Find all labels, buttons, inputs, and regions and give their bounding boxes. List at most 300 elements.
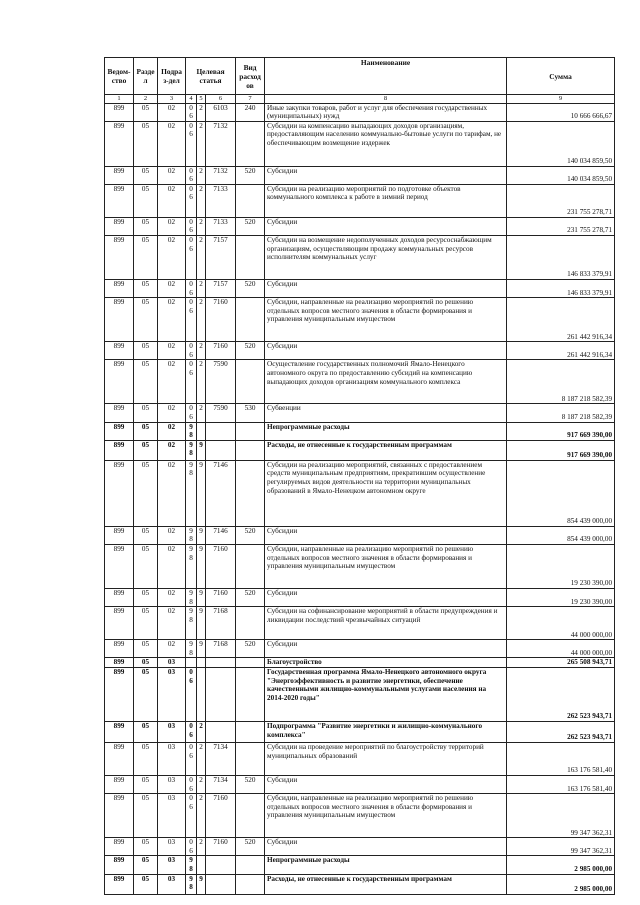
razdel-cell: 05: [134, 874, 158, 894]
sum-cell: 44 000 000,00: [507, 640, 615, 658]
podrazdel-cell: 02: [158, 298, 186, 342]
ved-cell: 899: [105, 217, 134, 235]
sum-cell: 261 442 916,34: [507, 298, 615, 342]
sum-cell: 146 833 379,91: [507, 236, 615, 280]
table-row: [105, 184, 615, 217]
cel-part3-cell: [206, 440, 236, 460]
cel-part1-cell: 98: [186, 874, 197, 894]
cel-part2-cell: 2: [197, 742, 206, 775]
ved-cell: 899: [105, 856, 134, 874]
cel-part2-cell: 2: [197, 298, 206, 342]
cel-part3-cell: 7160: [206, 589, 236, 607]
cel-part3-cell: 7134: [206, 742, 236, 775]
col-num: 2: [134, 95, 158, 104]
podrazdel-cell: 03: [158, 667, 186, 721]
table-row: [105, 280, 615, 298]
vid-cell: [236, 545, 265, 589]
cel-part2-cell: 9: [197, 440, 206, 460]
cel-part3-cell: 7146: [206, 526, 236, 544]
sum-cell: 163 176 581,40: [507, 775, 615, 793]
cel-part3-cell: 7146: [206, 460, 236, 526]
ved-cell: 899: [105, 166, 134, 184]
table-row: [105, 607, 615, 640]
vid-cell: 240: [236, 103, 265, 121]
cel-part3-cell: 7168: [206, 607, 236, 640]
name-cell: Субсидии на реализацию мероприятий, связанных с предоставлением средств муниципальным предприятиям, прекратившим осуществление регулируемых видов деятельности на территории муниципальных образований в Ямало-Ненецком автономном округе: [265, 460, 507, 526]
table-row: [105, 440, 615, 460]
podrazdel-cell: 03: [158, 794, 186, 838]
cel-part3-cell: [206, 658, 236, 668]
sum-cell: 917 669 390,00: [507, 422, 615, 440]
cel-part3-cell: 7132: [206, 121, 236, 166]
vid-cell: [236, 667, 265, 721]
vid-cell: [236, 658, 265, 668]
podrazdel-cell: 02: [158, 640, 186, 658]
col-num: 8: [265, 95, 507, 104]
cel-part1-cell: 06: [186, 360, 197, 404]
cel-part3-cell: [206, 721, 236, 742]
cel-part3-cell: 7168: [206, 640, 236, 658]
cel-part3-cell: 7160: [206, 298, 236, 342]
name-cell: Субсидии: [265, 217, 507, 235]
razdel-cell: 05: [134, 775, 158, 793]
vid-cell: 520: [236, 838, 265, 856]
cel-part1-cell: 98: [186, 440, 197, 460]
cel-part1-cell: 98: [186, 526, 197, 544]
col-num: 3: [158, 95, 186, 104]
cel-part2-cell: 2: [197, 404, 206, 422]
podrazdel-cell: 03: [158, 838, 186, 856]
name-cell: Расходы, не отнесенные к государственным программам: [265, 874, 507, 894]
cel-part1-cell: 06: [186, 298, 197, 342]
razdel-cell: 05: [134, 607, 158, 640]
podrazdel-cell: 03: [158, 742, 186, 775]
vid-cell: [236, 607, 265, 640]
razdel-cell: 05: [134, 103, 158, 121]
podrazdel-cell: 02: [158, 236, 186, 280]
cel-part2-cell: 9: [197, 640, 206, 658]
cel-part3-cell: [206, 856, 236, 874]
table-row: [105, 874, 615, 894]
podrazdel-cell: 02: [158, 460, 186, 526]
table-row: [105, 298, 615, 342]
razdel-cell: 05: [134, 589, 158, 607]
cel-part1-cell: 98: [186, 460, 197, 526]
cel-part2-cell: [197, 856, 206, 874]
cel-part1-cell: 06: [186, 838, 197, 856]
cel-part3-cell: 7160: [206, 342, 236, 360]
vid-cell: [236, 460, 265, 526]
table-row: [105, 236, 615, 280]
header-name: Наименование: [265, 58, 507, 95]
sum-cell: 262 523 943,71: [507, 721, 615, 742]
name-cell: Иные закупки товаров, работ и услуг для обеспечения государственных (муниципальных) нужд: [265, 103, 507, 121]
cel-part2-cell: 2: [197, 721, 206, 742]
sum-cell: 163 176 581,40: [507, 742, 615, 775]
cel-part2-cell: [197, 422, 206, 440]
razdel-cell: 05: [134, 166, 158, 184]
cel-part2-cell: 2: [197, 121, 206, 166]
cel-part2-cell: 2: [197, 166, 206, 184]
podrazdel-cell: 02: [158, 545, 186, 589]
name-cell: Подпрограмма "Развитие энергетики и жилищно-коммунального комплекса": [265, 721, 507, 742]
ved-cell: 899: [105, 422, 134, 440]
vid-cell: 520: [236, 280, 265, 298]
name-cell: Субвенции: [265, 404, 507, 422]
name-cell: Субсидии, направленные на реализацию мероприятий по решению отдельных вопросов местного значения в области формирования и управления муниципальным имуществом: [265, 298, 507, 342]
vid-cell: [236, 298, 265, 342]
razdel-cell: 05: [134, 838, 158, 856]
ved-cell: 899: [105, 838, 134, 856]
vid-cell: [236, 794, 265, 838]
razdel-cell: 05: [134, 545, 158, 589]
col-num: 5: [197, 95, 206, 104]
table-row: [105, 342, 615, 360]
cel-part2-cell: 2: [197, 794, 206, 838]
cel-part2-cell: 2: [197, 184, 206, 217]
vid-cell: [236, 721, 265, 742]
podrazdel-cell: 02: [158, 526, 186, 544]
table-body: [105, 103, 615, 894]
cel-part3-cell: [206, 874, 236, 894]
razdel-cell: 05: [134, 856, 158, 874]
sum-cell: 231 755 278,71: [507, 217, 615, 235]
vid-cell: [236, 422, 265, 440]
table-row: [105, 103, 615, 121]
table-row: [105, 526, 615, 544]
table-row: [105, 721, 615, 742]
cel-part3-cell: 7133: [206, 217, 236, 235]
cel-part2-cell: 2: [197, 103, 206, 121]
name-cell: Субсидии: [265, 526, 507, 544]
sum-cell: 854 439 000,00: [507, 526, 615, 544]
vid-cell: 520: [236, 166, 265, 184]
podrazdel-cell: 02: [158, 217, 186, 235]
sum-cell: 44 000 000,00: [507, 607, 615, 640]
ved-cell: 899: [105, 236, 134, 280]
vid-cell: [236, 742, 265, 775]
col-num: 1: [105, 95, 134, 104]
sum-cell: 19 230 390,00: [507, 589, 615, 607]
cel-part3-cell: 7160: [206, 838, 236, 856]
ved-cell: 899: [105, 404, 134, 422]
cel-part1-cell: [186, 658, 197, 668]
vid-cell: 520: [236, 640, 265, 658]
budget-table: [104, 57, 615, 895]
sum-cell: 99 347 362,31: [507, 794, 615, 838]
sum-cell: 10 666 666,67: [507, 103, 615, 121]
name-cell: Субсидии: [265, 589, 507, 607]
razdel-cell: 05: [134, 184, 158, 217]
sum-cell: 140 034 859,50: [507, 121, 615, 166]
name-cell: Субсидии, направленные на реализацию мероприятий по решению отдельных вопросов местного значения в области формирования и управления муниципальным имуществом: [265, 545, 507, 589]
sum-cell: 140 034 859,50: [507, 166, 615, 184]
ved-cell: 899: [105, 874, 134, 894]
name-cell: Субсидии: [265, 166, 507, 184]
ved-cell: 899: [105, 280, 134, 298]
razdel-cell: 05: [134, 298, 158, 342]
podrazdel-cell: 03: [158, 874, 186, 894]
ved-cell: 899: [105, 298, 134, 342]
ved-cell: 899: [105, 775, 134, 793]
name-cell: Субсидии: [265, 342, 507, 360]
podrazdel-cell: 02: [158, 166, 186, 184]
razdel-cell: 05: [134, 526, 158, 544]
header-podrazdel: Подраз-дел: [158, 58, 186, 95]
name-cell: Государственная программа Ямало-Ненецкого автономного округа "Энергоэффективность и развитие энергетики, обеспечение качественными жилищно-коммунальными услугами населения на 2014-2020 годы": [265, 667, 507, 721]
budget-table-page: [104, 57, 614, 895]
col-num: 7: [236, 95, 265, 104]
podrazdel-cell: 02: [158, 607, 186, 640]
razdel-cell: 05: [134, 121, 158, 166]
cel-part2-cell: 9: [197, 545, 206, 589]
cel-part1-cell: 06: [186, 121, 197, 166]
cel-part2-cell: 2: [197, 236, 206, 280]
cel-part2-cell: 9: [197, 526, 206, 544]
razdel-cell: 05: [134, 342, 158, 360]
cel-part3-cell: 6103: [206, 103, 236, 121]
cel-part2-cell: 2: [197, 217, 206, 235]
header-sum: Сумма: [507, 58, 615, 95]
razdel-cell: 05: [134, 422, 158, 440]
table-row: [105, 360, 615, 404]
sum-cell: 19 230 390,00: [507, 545, 615, 589]
podrazdel-cell: 03: [158, 856, 186, 874]
col-num: 6: [206, 95, 236, 104]
vid-cell: 520: [236, 342, 265, 360]
col-num: 4: [186, 95, 197, 104]
cel-part2-cell: 9: [197, 874, 206, 894]
vid-cell: [236, 121, 265, 166]
ved-cell: 899: [105, 342, 134, 360]
podrazdel-cell: 02: [158, 184, 186, 217]
ved-cell: 899: [105, 460, 134, 526]
sum-cell: 146 833 379,91: [507, 280, 615, 298]
vid-cell: 520: [236, 589, 265, 607]
cel-part2-cell: 2: [197, 360, 206, 404]
cel-part1-cell: 06: [186, 404, 197, 422]
header-cel: Целевая статья: [186, 58, 236, 95]
table-header-row: [105, 58, 615, 95]
cel-part2-cell: 2: [197, 775, 206, 793]
cel-part1-cell: 06: [186, 742, 197, 775]
name-cell: Субсидии: [265, 640, 507, 658]
razdel-cell: 05: [134, 658, 158, 668]
ved-cell: 899: [105, 526, 134, 544]
name-cell: Осуществление государственных полномочий Ямало-Ненецкого автономного округа по предоставлению субсидий на компенсацию выпадающих доходов организациям коммунального комплекса: [265, 360, 507, 404]
header-ved: Ведом-ство: [105, 58, 134, 95]
razdel-cell: 05: [134, 404, 158, 422]
vid-cell: [236, 236, 265, 280]
vid-cell: [236, 874, 265, 894]
cel-part1-cell: 98: [186, 545, 197, 589]
vid-cell: [236, 360, 265, 404]
podrazdel-cell: 02: [158, 589, 186, 607]
vid-cell: [236, 440, 265, 460]
cel-part1-cell: 06: [186, 103, 197, 121]
razdel-cell: 05: [134, 440, 158, 460]
cel-part2-cell: 2: [197, 280, 206, 298]
ved-cell: 899: [105, 103, 134, 121]
ved-cell: 899: [105, 607, 134, 640]
sum-cell: 917 669 390,00: [507, 440, 615, 460]
cel-part2-cell: [197, 667, 206, 721]
table-row: [105, 742, 615, 775]
razdel-cell: 05: [134, 667, 158, 721]
cel-part1-cell: 06: [186, 342, 197, 360]
header-vid: Вид расходов: [236, 58, 265, 95]
cel-part1-cell: 06: [186, 217, 197, 235]
cel-part2-cell: 9: [197, 589, 206, 607]
sum-cell: 262 523 943,71: [507, 667, 615, 721]
name-cell: Благоустройство: [265, 658, 507, 668]
table-row: [105, 422, 615, 440]
name-cell: Субсидии: [265, 775, 507, 793]
cel-part3-cell: [206, 422, 236, 440]
ved-cell: 899: [105, 640, 134, 658]
cel-part1-cell: 98: [186, 422, 197, 440]
ved-cell: 899: [105, 589, 134, 607]
cel-part2-cell: 2: [197, 838, 206, 856]
vid-cell: 520: [236, 217, 265, 235]
podrazdel-cell: 02: [158, 404, 186, 422]
sum-cell: 265 508 943,71: [507, 658, 615, 668]
ved-cell: 899: [105, 360, 134, 404]
cel-part2-cell: [197, 658, 206, 668]
ved-cell: 899: [105, 658, 134, 668]
column-number-row: [105, 95, 615, 104]
podrazdel-cell: 03: [158, 658, 186, 668]
razdel-cell: 05: [134, 460, 158, 526]
razdel-cell: 05: [134, 721, 158, 742]
sum-cell: 261 442 916,34: [507, 342, 615, 360]
cel-part1-cell: 06: [186, 667, 197, 721]
name-cell: Субсидии на компенсацию выпадающих доходов организациям, предоставляющим населению коммунально-бытовые услуги по тарифам, не обеспечивающим возмещение издержек: [265, 121, 507, 166]
razdel-cell: 05: [134, 217, 158, 235]
name-cell: Субсидии на проведение мероприятий по благоустройству территорий муниципальных образований: [265, 742, 507, 775]
ved-cell: 899: [105, 121, 134, 166]
header-razdel: Раздел: [134, 58, 158, 95]
table-row: [105, 838, 615, 856]
cel-part1-cell: 06: [186, 794, 197, 838]
vid-cell: 520: [236, 775, 265, 793]
table-row: [105, 775, 615, 793]
table-row: [105, 794, 615, 838]
cel-part3-cell: 7590: [206, 404, 236, 422]
cel-part3-cell: 7590: [206, 360, 236, 404]
vid-cell: 520: [236, 526, 265, 544]
podrazdel-cell: 02: [158, 360, 186, 404]
table-row: [105, 667, 615, 721]
table-row: [105, 545, 615, 589]
sum-cell: 2 985 000,00: [507, 856, 615, 874]
table-row: [105, 658, 615, 668]
name-cell: Субсидии на реализацию мероприятий по подготовке объектов коммунального комплекса к работе в зимний период: [265, 184, 507, 217]
podrazdel-cell: 02: [158, 342, 186, 360]
col-num: 9: [507, 95, 615, 104]
podrazdel-cell: 02: [158, 103, 186, 121]
table-row: [105, 404, 615, 422]
ved-cell: 899: [105, 440, 134, 460]
cel-part3-cell: 7160: [206, 794, 236, 838]
sum-cell: 8 187 218 582,39: [507, 404, 615, 422]
name-cell: Непрограммные расходы: [265, 856, 507, 874]
razdel-cell: 05: [134, 236, 158, 280]
sum-cell: 231 755 278,71: [507, 184, 615, 217]
table-row: [105, 166, 615, 184]
sum-cell: 8 187 218 582,39: [507, 360, 615, 404]
cel-part3-cell: 7134: [206, 775, 236, 793]
ved-cell: 899: [105, 545, 134, 589]
table-row: [105, 460, 615, 526]
sum-cell: 854 439 000,00: [507, 460, 615, 526]
podrazdel-cell: 02: [158, 121, 186, 166]
name-cell: Субсидии: [265, 838, 507, 856]
ved-cell: 899: [105, 794, 134, 838]
name-cell: Субсидии на возмещение недополученных доходов ресурсоснабжающим организациям, осуществляющим продажу коммунальных ресурсов исполнителям коммунальных услуг: [265, 236, 507, 280]
podrazdel-cell: 02: [158, 422, 186, 440]
vid-cell: [236, 184, 265, 217]
cel-part1-cell: 06: [186, 280, 197, 298]
name-cell: Субсидии, направленные на реализацию мероприятий по решению отдельных вопросов местного значения в области формирования и управления муниципальным имуществом: [265, 794, 507, 838]
cel-part3-cell: 7157: [206, 236, 236, 280]
cel-part1-cell: 06: [186, 775, 197, 793]
cel-part1-cell: 98: [186, 856, 197, 874]
razdel-cell: 05: [134, 742, 158, 775]
cel-part3-cell: 7157: [206, 280, 236, 298]
table-row: [105, 856, 615, 874]
cel-part3-cell: 7160: [206, 545, 236, 589]
cel-part2-cell: 9: [197, 607, 206, 640]
ved-cell: 899: [105, 742, 134, 775]
podrazdel-cell: 02: [158, 280, 186, 298]
vid-cell: [236, 856, 265, 874]
podrazdel-cell: 03: [158, 721, 186, 742]
cel-part2-cell: 2: [197, 342, 206, 360]
cel-part1-cell: 06: [186, 184, 197, 217]
podrazdel-cell: 02: [158, 440, 186, 460]
table-row: [105, 121, 615, 166]
table-row: [105, 589, 615, 607]
sum-cell: 2 985 000,00: [507, 874, 615, 894]
name-cell: Субсидии на софинансирование мероприятий в области предупреждения и ликвидации последствий чрезвычайных ситуаций: [265, 607, 507, 640]
razdel-cell: 05: [134, 794, 158, 838]
sum-cell: 99 347 362,31: [507, 838, 615, 856]
cel-part2-cell: 9: [197, 460, 206, 526]
table-row: [105, 217, 615, 235]
razdel-cell: 05: [134, 280, 158, 298]
cel-part1-cell: 06: [186, 166, 197, 184]
cel-part3-cell: 7132: [206, 166, 236, 184]
ved-cell: 899: [105, 184, 134, 217]
podrazdel-cell: 03: [158, 775, 186, 793]
vid-cell: 530: [236, 404, 265, 422]
name-cell: Расходы, не отнесенные к государственным программам: [265, 440, 507, 460]
ved-cell: 899: [105, 721, 134, 742]
table-row: [105, 640, 615, 658]
cel-part3-cell: 7133: [206, 184, 236, 217]
cel-part3-cell: [206, 667, 236, 721]
cel-part1-cell: 98: [186, 607, 197, 640]
name-cell: Непрограммные расходы: [265, 422, 507, 440]
cel-part1-cell: 06: [186, 236, 197, 280]
cel-part1-cell: 98: [186, 589, 197, 607]
cel-part1-cell: 98: [186, 640, 197, 658]
cel-part1-cell: 06: [186, 721, 197, 742]
razdel-cell: 05: [134, 360, 158, 404]
ved-cell: 899: [105, 667, 134, 721]
name-cell: Субсидии: [265, 280, 507, 298]
